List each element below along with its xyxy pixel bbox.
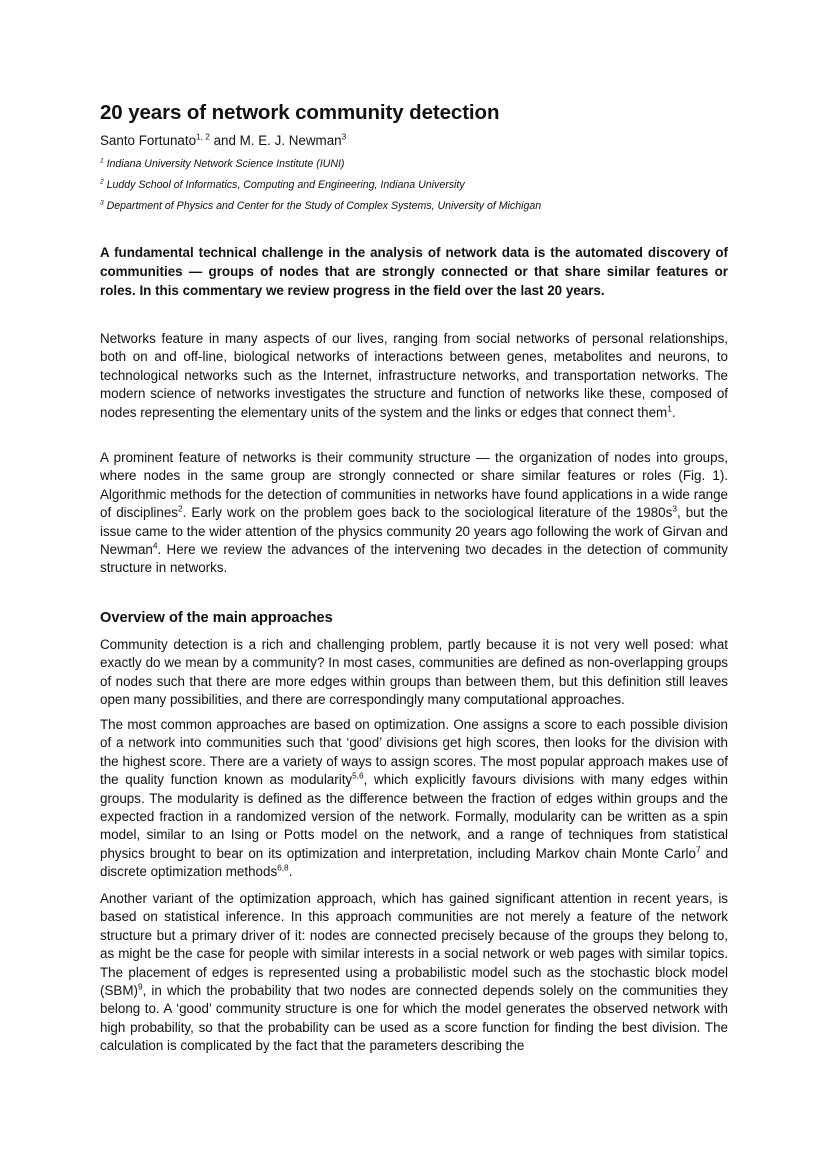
affiliation-3-text: Department of Physics and Center for the Study of Complex Systems, University of Michigan <box>103 200 542 212</box>
author-2-affiliation-mark: 3 <box>341 131 347 142</box>
paragraph-introduction <box>100 330 728 422</box>
affiliation-1-text: Indiana University Network Science Institute (IUNI) <box>103 158 345 170</box>
paragraph-statistical-inference <box>100 890 728 1056</box>
paragraph-text: A prominent feature of networks is their community structure — the organization of nodes into groups, where nodes in the same group are strongly connected or share similar features or roles (Fig. 1). Algorithmic methods for the detection of communities in networks have found applications in a wide range of disciplines <box>100 450 728 521</box>
paragraph-text: . <box>288 864 293 880</box>
citation-ref: 9 <box>137 981 143 992</box>
citation-ref: 7 <box>695 844 701 855</box>
citation-ref: 1 <box>667 403 672 414</box>
paragraph-text: . <box>671 404 676 420</box>
abstract: A fundamental technical challenge in the analysis of network data is the automated discovery of communities — groups of nodes that are strongly connected or that share similar features or roles. In this commentary we review progress in the field over the last 20 years. <box>100 245 728 298</box>
affiliation-1 <box>100 158 344 170</box>
affiliation-2-mark: 2 <box>100 178 104 186</box>
citation-ref: 5,6 <box>352 770 364 781</box>
author-line <box>100 133 346 148</box>
paragraph-text: , but the issue came to the wider attention of the physics community 20 years ago following the work of Girvan and Newman <box>100 505 728 558</box>
paper-title: 20 years of network community detection <box>100 101 500 124</box>
affiliation-2 <box>100 179 465 191</box>
author-1-name: Santo Fortunato <box>100 133 197 148</box>
paragraph-text: , in which the probability that two nodes are connected depends solely on the communities they belong to. A ‘good’ community structure is one for which the model generates the observed network with high probability, so that the probability can be used as a score function for finding the best division. The calculation is complicated by the fact that the parameters describing the <box>100 983 728 1054</box>
citation-ref: 6,8 <box>277 862 289 873</box>
paragraph-text: Another variant of the optimization approach, which has gained significant attention in recent years, is based on statistical inference. In this approach communities are not merely a feature of the network structure but a primary driver of it: nodes are connected precisely because of the groups they belong to, as might be the case for people with similar interests in a social network or web pages with similar topics. The placement of edges is represented using a probabilistic model such as the stochastic block model (SBM) <box>100 891 728 999</box>
affiliation-2-text: Luddy School of Informatics, Computing and Engineering, Indiana University <box>103 179 465 191</box>
affiliation-3 <box>100 200 541 212</box>
paragraph-optimization <box>100 716 728 882</box>
paragraph-text: . Early work on the problem goes back to the sociological literature of the 1980s <box>182 505 673 521</box>
author-2-name: and M. E. J. Newman <box>209 133 342 148</box>
paragraph-text: Networks feature in many aspects of our lives, ranging from social networks of personal relationships, both on and off-line, biological networks of interactions between genes, metabolites and neurons, to technological networks such as the Internet, infrastructure networks, and transportation networks. The modern science of networks investigates the structure and function of networks like these, composed of nodes representing the elementary units of the system and the links or edges that connect them <box>100 331 728 420</box>
citation-ref: 2 <box>178 503 183 514</box>
paragraph-text: . Here we review the advances of the intervening two decades in the detection of community structure in networks. <box>100 542 728 576</box>
citation-ref: 4 <box>152 540 158 551</box>
paragraph-community-structure <box>100 449 728 578</box>
author-1-affiliation-mark: 1, 2 <box>196 131 210 142</box>
paragraph-text: and discrete optimization methods <box>100 845 729 880</box>
citation-ref: 3 <box>672 503 677 514</box>
affiliation-1-mark: 1 <box>100 157 104 165</box>
affiliation-3-mark: 3 <box>100 199 104 207</box>
paragraph-text: , which explicitly favours divisions with many edges within groups. The modularity is defined as the difference between the fraction of edges within groups and the expected fraction in a randomized version of the network. Formally, modularity can be written as a spin model, similar to an Ising or Potts model on the network, and a range of techniques from statistical physics brought to bear on its optimization and interpretation, including Markov chain Monte Carlo <box>100 772 728 861</box>
paragraph-text: The most common approaches are based on optimization. One assigns a score to each possible division of a network into communities such that ‘good’ divisions get high scores, then looks for the division with the highest score. There are a variety of ways to assign scores. The most popular approach makes use of the quality function known as modularity <box>100 717 728 788</box>
section-heading: Overview of the main approaches <box>100 610 333 626</box>
paragraph-problem-definition: Community detection is a rich and challenging problem, partly because it is not very well posed: what exactly do we mean by a community? In most cases, communities are defined as non-overlapping groups of nodes such that there are more edges within groups than between them, but this definition still leaves open many possibilities, and there are correspondingly many computational approaches. <box>100 637 728 708</box>
